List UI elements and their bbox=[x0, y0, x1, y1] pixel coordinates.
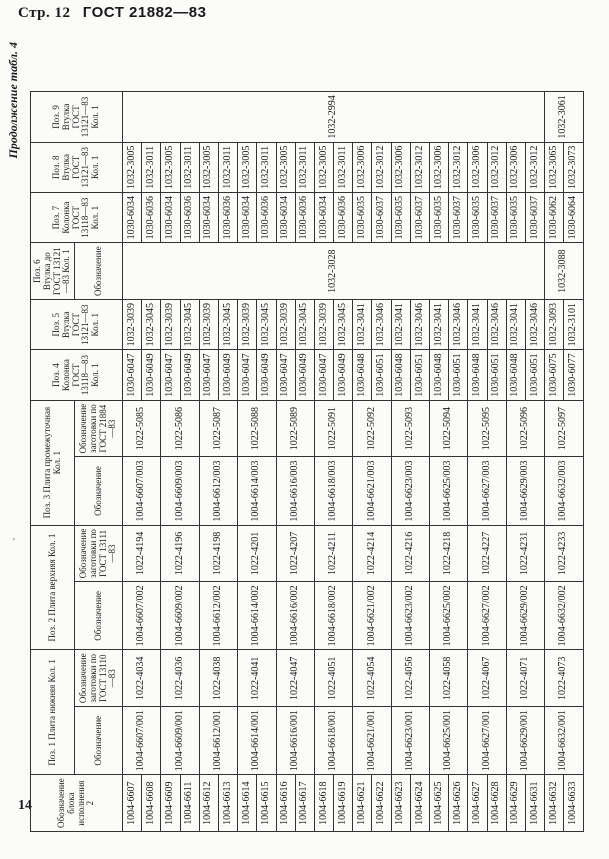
cell-pos5: 1032-3041 bbox=[468, 300, 487, 350]
cell-pos7: 1030-6034 bbox=[314, 192, 333, 242]
cell-designation: 1004-6607 bbox=[123, 775, 142, 832]
cell-designation: 1004-6617 bbox=[295, 775, 314, 832]
cell-designation: 1004-6615 bbox=[257, 775, 276, 832]
cell-pos3: 1004-6616/003 bbox=[276, 457, 314, 525]
cell-pos9-merged: 1032-2994 bbox=[123, 92, 545, 142]
cell-pos5: 1032-3039 bbox=[161, 300, 180, 350]
cell-pos1: 1004-6614/001 bbox=[238, 707, 276, 775]
cell-pos7: 1030-6035 bbox=[353, 192, 372, 242]
cell-pos5: 1032-3046 bbox=[410, 300, 429, 350]
cell-blank2: 1022-4211 bbox=[314, 525, 352, 582]
cell-blank3: 1022-5089 bbox=[276, 400, 314, 457]
cell-pos4: 1030-6049 bbox=[334, 350, 353, 400]
cell-pos1: 1004-6609/001 bbox=[161, 707, 199, 775]
cell-pos8: 1032-3005 bbox=[123, 142, 142, 192]
cell-designation: 1004-6631 bbox=[525, 775, 544, 832]
cell-blank2: 1022-4194 bbox=[123, 525, 161, 582]
cell-pos5: 1032-3093 bbox=[545, 300, 564, 350]
cell-blank2: 1022-4198 bbox=[199, 525, 237, 582]
cell-pos2: 1004-6607/002 bbox=[123, 582, 161, 650]
cell-pos5: 1032-3041 bbox=[506, 300, 525, 350]
cell-pos4: 1030-6051 bbox=[487, 350, 506, 400]
cell-pos8: 1032-3005 bbox=[276, 142, 295, 192]
cell-pos3: 1004-6629/003 bbox=[506, 457, 544, 525]
cell-pos5: 1032-3039 bbox=[238, 300, 257, 350]
cell-designation: 1004-6632 bbox=[545, 775, 564, 832]
cell-blank3: 1022-5093 bbox=[391, 400, 429, 457]
cell-pos2: 1004-6609/002 bbox=[161, 582, 199, 650]
cell-pos7: 1030-6037 bbox=[525, 192, 544, 242]
cell-pos4: 1030-6077 bbox=[564, 350, 583, 400]
cell-pos3: 1004-6618/003 bbox=[314, 457, 352, 525]
page-header bbox=[18, 4, 206, 22]
cell-blank2: 1022-4207 bbox=[276, 525, 314, 582]
page-number: 14 bbox=[18, 798, 32, 813]
cell-pos5: 1032-3039 bbox=[199, 300, 218, 350]
cell-blank1: 1022-4047 bbox=[276, 650, 314, 707]
cell-designation: 1004-6619 bbox=[334, 775, 353, 832]
cell-designation: 1004-6623 bbox=[391, 775, 410, 832]
sub-designation: Обозначение bbox=[75, 707, 123, 775]
cell-pos4: 1030-6051 bbox=[449, 350, 468, 400]
cell-pos4: 1030-6051 bbox=[525, 350, 544, 400]
table-row bbox=[314, 92, 333, 832]
table-row bbox=[276, 92, 295, 832]
cell-pos7: 1030-6062 bbox=[545, 192, 564, 242]
cell-pos1: 1004-6632/001 bbox=[545, 707, 583, 775]
col-pos8: Поз. 8 Втулка ГОСТ 13121—83 Кол. 1 bbox=[31, 142, 123, 192]
cell-pos7: 1030-6034 bbox=[199, 192, 218, 242]
cell-pos4: 1030-6047 bbox=[238, 350, 257, 400]
cell-blank1: 1022-4054 bbox=[353, 650, 391, 707]
cell-blank1: 1022-4034 bbox=[123, 650, 161, 707]
col-pos7: Поз. 7 Колонка ГОСТ 13118—83 Кол. 1 bbox=[31, 192, 123, 242]
cell-pos8: 1032-3073 bbox=[564, 142, 583, 192]
cell-pos5: 1032-3041 bbox=[353, 300, 372, 350]
page-label: Стр. 12 bbox=[18, 5, 71, 21]
cell-pos7: 1030-6037 bbox=[410, 192, 429, 242]
cell-pos4: 1030-6049 bbox=[142, 350, 161, 400]
sub-blank1: Обозначение заготовки по ГОСТ 13110—83 bbox=[75, 650, 123, 707]
cell-pos9-merged: 1032-3061 bbox=[545, 92, 583, 142]
cell-pos2: 1004-6629/002 bbox=[506, 582, 544, 650]
cell-pos7: 1030-6035 bbox=[430, 192, 449, 242]
cell-blank1: 1022-4056 bbox=[391, 650, 429, 707]
cell-pos7: 1030-6034 bbox=[238, 192, 257, 242]
table-row bbox=[199, 92, 218, 832]
cell-blank1: 1022-4051 bbox=[314, 650, 352, 707]
cell-pos8: 1032-3065 bbox=[545, 142, 564, 192]
cell-blank2: 1022-4216 bbox=[391, 525, 429, 582]
cell-pos8: 1032-3011 bbox=[218, 142, 237, 192]
cell-pos7: 1030-6036 bbox=[257, 192, 276, 242]
cell-pos1: 1004-6618/001 bbox=[314, 707, 352, 775]
cell-pos8: 1032-3011 bbox=[180, 142, 199, 192]
cell-blank3: 1022-5085 bbox=[123, 400, 161, 457]
table-row bbox=[545, 92, 564, 832]
cell-designation: 1004-6621 bbox=[353, 775, 372, 832]
cell-pos4: 1030-6047 bbox=[199, 350, 218, 400]
cell-designation: 1004-6611 bbox=[180, 775, 199, 832]
cell-pos2: 1004-6632/002 bbox=[545, 582, 583, 650]
table-row bbox=[430, 92, 449, 832]
table-row bbox=[353, 92, 372, 832]
cell-pos1: 1004-6623/001 bbox=[391, 707, 429, 775]
cell-pos7: 1030-6037 bbox=[487, 192, 506, 242]
cell-pos3: 1004-6625/003 bbox=[430, 457, 468, 525]
col-pos3: Поз. 3 Плита промежуточная Кол. 1 bbox=[31, 400, 75, 525]
cell-pos2: 1004-6625/002 bbox=[430, 582, 468, 650]
cell-pos5: 1032-3039 bbox=[314, 300, 333, 350]
cell-pos1: 1004-6629/001 bbox=[506, 707, 544, 775]
cell-pos4: 1030-6048 bbox=[430, 350, 449, 400]
cell-pos5: 1032-3046 bbox=[449, 300, 468, 350]
cell-designation: 1004-6612 bbox=[199, 775, 218, 832]
cell-pos5: 1032-3045 bbox=[218, 300, 237, 350]
cell-pos7: 1030-6036 bbox=[334, 192, 353, 242]
cell-pos8: 1032-3012 bbox=[487, 142, 506, 192]
cell-pos8: 1032-3006 bbox=[391, 142, 410, 192]
cell-pos8: 1032-3012 bbox=[410, 142, 429, 192]
cell-pos3: 1004-6607/003 bbox=[123, 457, 161, 525]
continuation-title: Продолжение табл. 4 bbox=[6, 42, 20, 159]
cell-pos8: 1032-3005 bbox=[199, 142, 218, 192]
cell-pos5: 1032-3039 bbox=[123, 300, 142, 350]
col-pos5: Поз. 5 Втулка ГОСТ 13121—83 Кол. 1 bbox=[31, 300, 123, 350]
cell-designation: 1004-6625 bbox=[430, 775, 449, 832]
cell-pos7: 1030-6034 bbox=[161, 192, 180, 242]
cell-pos6-merged: 1032-3028 bbox=[123, 243, 545, 300]
cell-pos7: 1030-6037 bbox=[372, 192, 391, 242]
cell-pos1: 1004-6607/001 bbox=[123, 707, 161, 775]
cell-pos4: 1030-6047 bbox=[123, 350, 142, 400]
cell-pos2: 1004-6618/002 bbox=[314, 582, 352, 650]
cell-pos2: 1004-6621/002 bbox=[353, 582, 391, 650]
cell-pos3: 1004-6612/003 bbox=[199, 457, 237, 525]
cell-pos7: 1030-6037 bbox=[449, 192, 468, 242]
cell-pos4: 1030-6049 bbox=[257, 350, 276, 400]
cell-pos5: 1032-3045 bbox=[142, 300, 161, 350]
cell-blank1: 1022-4073 bbox=[545, 650, 583, 707]
cell-designation: 1004-6633 bbox=[564, 775, 583, 832]
cell-pos2: 1004-6614/002 bbox=[238, 582, 276, 650]
cell-pos4: 1030-6047 bbox=[276, 350, 295, 400]
cell-designation: 1004-6629 bbox=[506, 775, 525, 832]
standard-number: ГОСТ 21882—83 bbox=[82, 4, 207, 21]
cell-pos4: 1030-6049 bbox=[295, 350, 314, 400]
cell-blank2: 1022-4196 bbox=[161, 525, 199, 582]
cell-blank3: 1022-5097 bbox=[545, 400, 583, 457]
cell-pos4: 1030-6048 bbox=[353, 350, 372, 400]
cell-blank1: 1022-4071 bbox=[506, 650, 544, 707]
cell-pos8: 1032-3006 bbox=[353, 142, 372, 192]
table-row bbox=[161, 92, 180, 832]
cell-blank2: 1022-4218 bbox=[430, 525, 468, 582]
cell-designation: 1004-6624 bbox=[410, 775, 429, 832]
cell-designation: 1004-6628 bbox=[487, 775, 506, 832]
cell-blank3: 1022-5086 bbox=[161, 400, 199, 457]
cell-pos4: 1030-6049 bbox=[218, 350, 237, 400]
cell-blank2: 1022-4201 bbox=[238, 525, 276, 582]
cell-pos8: 1032-3012 bbox=[449, 142, 468, 192]
cell-pos3: 1004-6623/003 bbox=[391, 457, 429, 525]
cell-pos8: 1032-3011 bbox=[334, 142, 353, 192]
table-row bbox=[506, 92, 525, 832]
cell-pos8: 1032-3005 bbox=[314, 142, 333, 192]
cell-blank1: 1022-4058 bbox=[430, 650, 468, 707]
table-row bbox=[468, 92, 487, 832]
sub-pos6: Обозначение bbox=[75, 243, 123, 300]
cell-pos8: 1032-3005 bbox=[161, 142, 180, 192]
sub-blank3: Обозначение заготовки по ГОСТ 21884—83 bbox=[75, 400, 123, 457]
cell-designation: 1004-6613 bbox=[218, 775, 237, 832]
cell-blank1: 1022-4038 bbox=[199, 650, 237, 707]
cell-pos8: 1032-3006 bbox=[430, 142, 449, 192]
table-row bbox=[238, 92, 257, 832]
sub-designation: Обозначение bbox=[75, 582, 123, 650]
cell-pos4: 1030-6051 bbox=[410, 350, 429, 400]
cell-designation: 1004-6614 bbox=[238, 775, 257, 832]
cell-pos8: 1032-3011 bbox=[257, 142, 276, 192]
cell-blank3: 1022-5095 bbox=[468, 400, 506, 457]
col-pos1: Поз. 1 Плита нижняя Кол. 1 bbox=[31, 650, 75, 775]
cell-pos4: 1030-6049 bbox=[180, 350, 199, 400]
cell-pos5: 1032-3046 bbox=[372, 300, 391, 350]
cell-blank1: 1022-4041 bbox=[238, 650, 276, 707]
cell-pos5: 1032-3041 bbox=[430, 300, 449, 350]
cell-pos8: 1032-3011 bbox=[142, 142, 161, 192]
cell-pos2: 1004-6627/002 bbox=[468, 582, 506, 650]
cell-pos1: 1004-6625/001 bbox=[430, 707, 468, 775]
table-row bbox=[123, 92, 142, 832]
col-pos2: Поз. 2 Плита верхняя Кол. 1 bbox=[31, 525, 75, 650]
cell-pos5: 1032-3101 bbox=[564, 300, 583, 350]
cell-pos5: 1032-3046 bbox=[487, 300, 506, 350]
cell-pos1: 1004-6616/001 bbox=[276, 707, 314, 775]
cell-pos3: 1004-6614/003 bbox=[238, 457, 276, 525]
cell-pos6-merged: 1032-3088 bbox=[545, 243, 583, 300]
cell-pos4: 1030-6048 bbox=[468, 350, 487, 400]
cell-pos4: 1030-6047 bbox=[314, 350, 333, 400]
col-pos6: Поз. 6 Втулка до ГОСТ 13121—83 Кол. 1 bbox=[31, 243, 75, 300]
cell-pos5: 1032-3041 bbox=[391, 300, 410, 350]
cell-pos5: 1032-3045 bbox=[180, 300, 199, 350]
cell-pos5: 1032-3045 bbox=[257, 300, 276, 350]
cell-designation: 1004-6626 bbox=[449, 775, 468, 832]
cell-pos2: 1004-6616/002 bbox=[276, 582, 314, 650]
cell-pos7: 1030-6036 bbox=[142, 192, 161, 242]
cell-pos5: 1032-3045 bbox=[295, 300, 314, 350]
cell-pos4: 1030-6047 bbox=[161, 350, 180, 400]
table-row bbox=[391, 92, 410, 832]
cell-pos3: 1004-6627/003 bbox=[468, 457, 506, 525]
cell-pos1: 1004-6612/001 bbox=[199, 707, 237, 775]
cell-pos3: 1004-6609/003 bbox=[161, 457, 199, 525]
cell-pos8: 1032-3012 bbox=[525, 142, 544, 192]
cell-pos4: 1030-6051 bbox=[372, 350, 391, 400]
cell-blank3: 1022-5088 bbox=[238, 400, 276, 457]
cell-pos8: 1032-3011 bbox=[295, 142, 314, 192]
cell-blank3: 1022-5087 bbox=[199, 400, 237, 457]
cell-pos7: 1030-6034 bbox=[276, 192, 295, 242]
cell-pos7: 1030-6036 bbox=[295, 192, 314, 242]
margin-mark: ' bbox=[13, 537, 15, 548]
cell-pos1: 1004-6621/001 bbox=[353, 707, 391, 775]
cell-blank3: 1022-5096 bbox=[506, 400, 544, 457]
cell-blank3: 1022-5092 bbox=[353, 400, 391, 457]
cell-blank2: 1022-4231 bbox=[506, 525, 544, 582]
cell-pos4: 1030-6048 bbox=[391, 350, 410, 400]
sub-designation: Обозначение bbox=[75, 457, 123, 525]
cell-designation: 1004-6608 bbox=[142, 775, 161, 832]
sub-blank2: Обозначение заготовки по ГОСТ 13111—83 bbox=[75, 525, 123, 582]
col-pos4: Поз. 4 Колонка ГОСТ 13118—83 Кол. 1 bbox=[31, 350, 123, 400]
cell-blank2: 1022-4233 bbox=[545, 525, 583, 582]
cell-pos7: 1030-6035 bbox=[468, 192, 487, 242]
cell-pos3: 1004-6621/003 bbox=[353, 457, 391, 525]
cell-pos8: 1032-3006 bbox=[468, 142, 487, 192]
cell-designation: 1004-6618 bbox=[314, 775, 333, 832]
col-pos9: Поз. 9 Втулка ГОСТ 13121—83 Кол. 1 bbox=[31, 92, 123, 142]
cell-pos7: 1030-6034 bbox=[123, 192, 142, 242]
cell-designation: 1004-6616 bbox=[276, 775, 295, 832]
cell-designation: 1004-6627 bbox=[468, 775, 487, 832]
cell-pos5: 1032-3039 bbox=[276, 300, 295, 350]
cell-pos2: 1004-6612/002 bbox=[199, 582, 237, 650]
cell-pos7: 1030-6035 bbox=[391, 192, 410, 242]
cell-designation: 1004-6609 bbox=[161, 775, 180, 832]
cell-blank3: 1022-5091 bbox=[314, 400, 352, 457]
cell-pos7: 1030-6035 bbox=[506, 192, 525, 242]
cell-pos2: 1004-6623/002 bbox=[391, 582, 429, 650]
cell-blank2: 1022-4214 bbox=[353, 525, 391, 582]
cell-blank1: 1022-4036 bbox=[161, 650, 199, 707]
data-table bbox=[30, 91, 584, 832]
cell-designation: 1004-6622 bbox=[372, 775, 391, 832]
cell-blank1: 1022-4067 bbox=[468, 650, 506, 707]
cell-pos8: 1032-3005 bbox=[238, 142, 257, 192]
cell-blank2: 1022-4227 bbox=[468, 525, 506, 582]
cell-pos5: 1032-3046 bbox=[525, 300, 544, 350]
rotated-table-container bbox=[6, 42, 584, 832]
cell-pos7: 1030-6064 bbox=[564, 192, 583, 242]
cell-pos8: 1032-3006 bbox=[506, 142, 525, 192]
cell-pos5: 1032-3045 bbox=[334, 300, 353, 350]
cell-pos7: 1030-6036 bbox=[218, 192, 237, 242]
cell-blank3: 1022-5094 bbox=[430, 400, 468, 457]
cell-pos4: 1030-6075 bbox=[545, 350, 564, 400]
col-designation: Обозначение блока исполнения 2 bbox=[31, 775, 123, 832]
cell-pos7: 1030-6036 bbox=[180, 192, 199, 242]
cell-pos1: 1004-6627/001 bbox=[468, 707, 506, 775]
cell-pos4: 1030-6048 bbox=[506, 350, 525, 400]
cell-pos3: 1004-6632/003 bbox=[545, 457, 583, 525]
cell-pos8: 1032-3012 bbox=[372, 142, 391, 192]
